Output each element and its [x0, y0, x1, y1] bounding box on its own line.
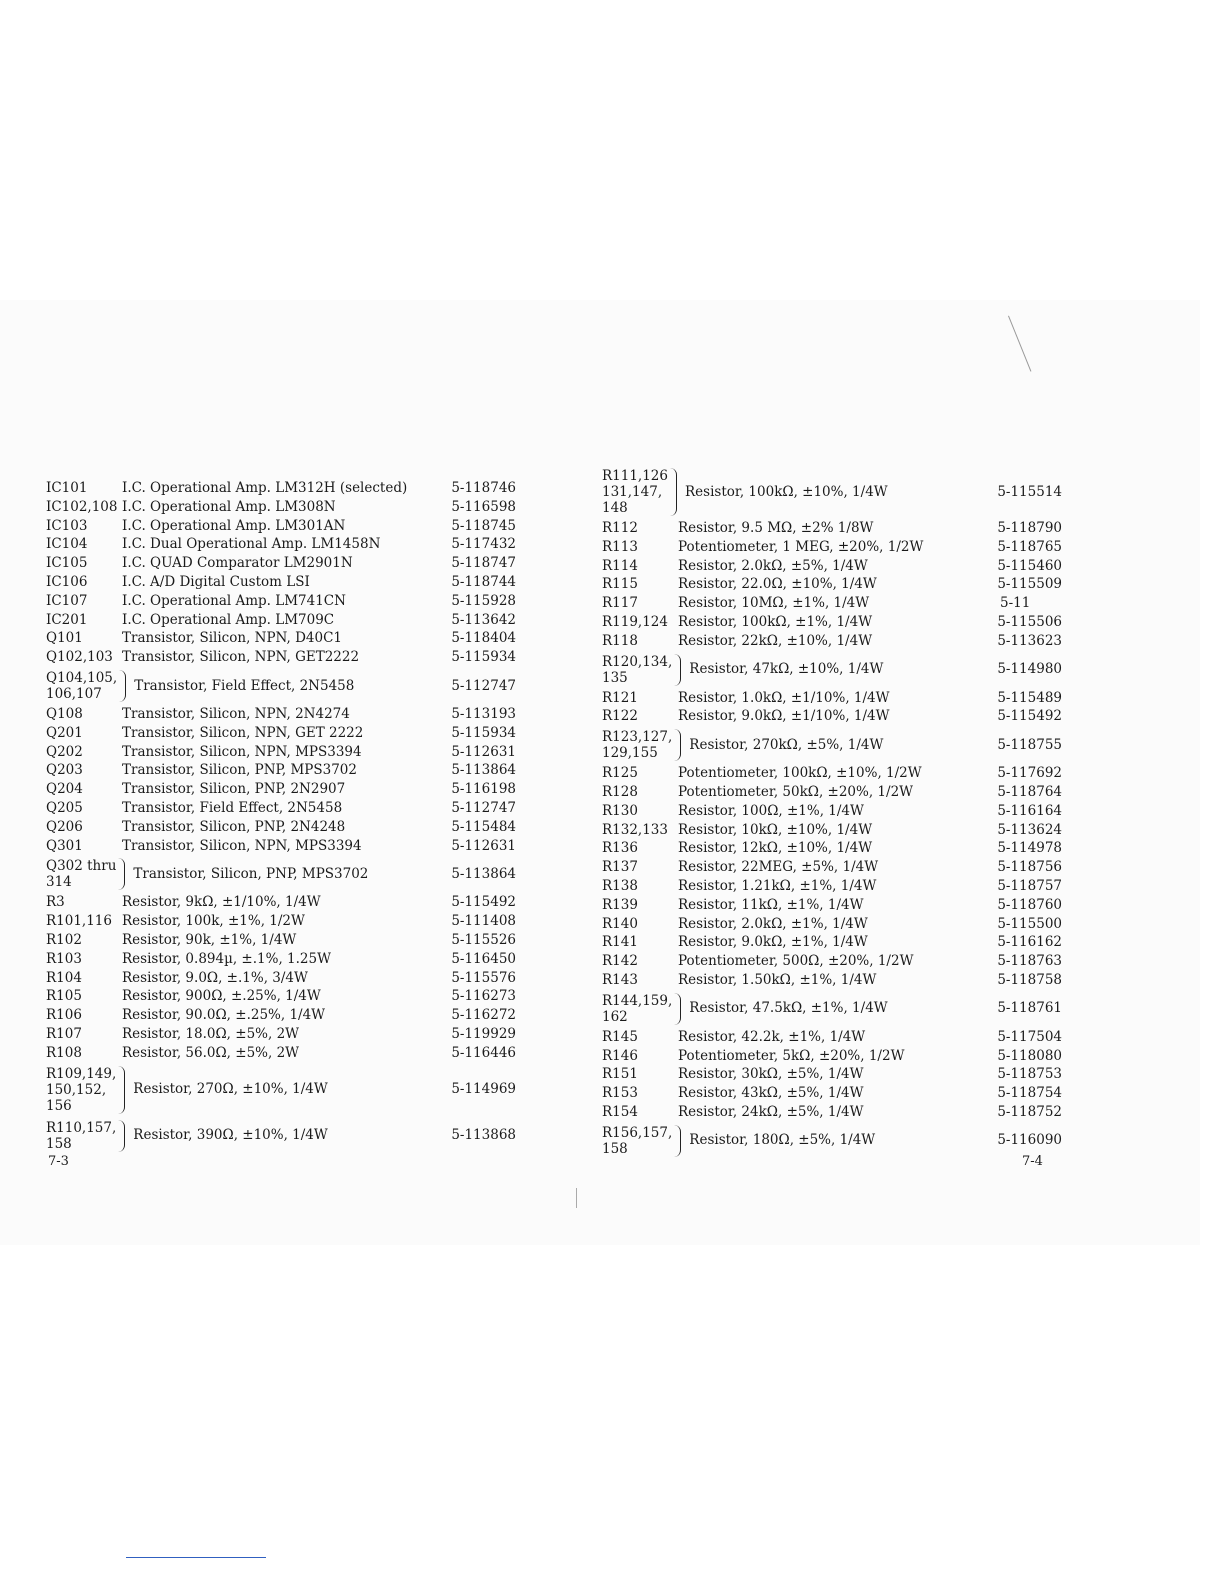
part-reference	[46, 1120, 133, 1152]
part-number: 5-116090	[997, 1132, 1062, 1149]
part-description: Resistor, 90k, ±1%, 1/4W	[122, 931, 297, 948]
part-row	[46, 573, 516, 592]
part-reference-line: Q302 thru	[46, 858, 117, 875]
grouping-brace	[118, 1066, 125, 1114]
part-reference: R107	[46, 1025, 82, 1042]
part-row	[46, 554, 516, 573]
part-reference-line: 158	[602, 1140, 628, 1157]
part-reference: IC107	[46, 592, 88, 609]
part-description: Resistor, 270Ω, ±10%, 1/4W	[133, 1081, 328, 1098]
part-row	[602, 896, 1062, 915]
part-reference: R121	[602, 689, 638, 706]
part-row	[46, 629, 516, 648]
part-number: 5-113864	[451, 762, 516, 779]
part-row	[602, 839, 1062, 858]
footer-rule	[126, 1557, 266, 1558]
part-row	[46, 893, 516, 912]
part-description: Transistor, Silicon, PNP, MPS3702	[122, 762, 357, 779]
grouping-brace	[118, 1120, 125, 1152]
part-reference: R145	[602, 1028, 638, 1045]
part-row	[602, 465, 1062, 519]
part-reference: Q204	[46, 781, 83, 798]
part-number: 5-113624	[997, 821, 1062, 838]
part-reference-line: 129,155	[602, 745, 658, 762]
part-reference: R130	[602, 802, 638, 819]
part-description: Transistor, Silicon, PNP, 2N2907	[122, 781, 346, 798]
part-reference: R102	[46, 931, 82, 948]
part-reference	[602, 1125, 689, 1157]
part-number: 5-112631	[451, 837, 516, 854]
part-reference: R114	[602, 557, 638, 574]
part-number: 5-118757	[997, 877, 1062, 894]
part-reference: R138	[602, 877, 638, 894]
part-description: Resistor, 100k, ±1%, 1/2W	[122, 913, 305, 930]
part-reference	[602, 654, 689, 686]
part-row	[602, 689, 1062, 708]
part-description: I.C. Dual Operational Amp. LM1458N	[122, 536, 381, 553]
part-number: 5-115934	[451, 724, 516, 741]
part-description: I.C. Operational Amp. LM301AN	[122, 517, 346, 534]
part-number: 5-116273	[451, 988, 516, 1005]
part-description: Resistor, 2.0kΩ, ±5%, 1/4W	[678, 557, 868, 574]
part-reference: R117	[602, 595, 638, 612]
part-description: Transistor, Silicon, NPN, MPS3394	[122, 837, 362, 854]
part-reference: IC104	[46, 536, 88, 553]
part-description: Resistor, 22MEG, ±5%, 1/4W	[678, 859, 879, 876]
part-row	[46, 987, 516, 1006]
part-reference: R140	[602, 915, 638, 932]
part-reference-line: 156	[46, 1097, 72, 1114]
part-row	[46, 498, 516, 517]
part-description: Transistor, Silicon, NPN, GET 2222	[122, 724, 364, 741]
part-reference: R136	[602, 840, 638, 857]
part-number: 5-118746	[451, 480, 516, 496]
part-row	[46, 667, 516, 705]
part-description: Transistor, Silicon, NPN, MPS3394	[122, 743, 362, 760]
part-number: 5-115509	[997, 576, 1062, 593]
part-number: 5-118756	[997, 859, 1062, 876]
part-reference: IC102,108	[46, 498, 118, 515]
part-description: Transistor, Silicon, NPN, GET2222	[122, 649, 360, 666]
part-reference: R142	[602, 953, 638, 970]
grouping-brace	[118, 858, 125, 890]
part-description: Transistor, Field Effect, 2N5458	[122, 799, 343, 816]
part-number: 5-118404	[451, 630, 516, 647]
part-number: 5-118755	[997, 736, 1062, 753]
part-reference: R119,124	[602, 613, 668, 630]
part-reference: R118	[602, 632, 638, 649]
part-number: 5-115928	[451, 592, 516, 609]
part-row	[602, 651, 1062, 689]
part-number: 5-118790	[997, 520, 1062, 536]
part-row	[602, 1084, 1062, 1103]
part-row	[46, 818, 516, 837]
part-description: Resistor, 43kΩ, ±5%, 1/4W	[678, 1085, 864, 1102]
part-description: Resistor, 180Ω, ±5%, 1/4W	[689, 1132, 876, 1149]
part-description: I.C. QUAD Comparator LM2901N	[122, 555, 353, 572]
part-description: Transistor, Silicon, NPN, D40C1	[122, 630, 342, 647]
part-row	[46, 799, 516, 818]
grouping-brace	[674, 993, 681, 1025]
part-reference-line: R109,149,	[46, 1065, 117, 1082]
part-reference: Q205	[46, 799, 83, 816]
part-reference-line: 162	[602, 1008, 628, 1025]
part-reference-line: Q104,105,	[46, 669, 118, 686]
part-reference-line: R110,157,	[46, 1119, 117, 1136]
part-row	[46, 535, 516, 554]
part-reference: R108	[46, 1044, 82, 1061]
parts-list-left	[46, 479, 516, 1155]
part-row	[602, 990, 1062, 1028]
part-description: Resistor, 1.50kΩ, ±1%, 1/4W	[678, 971, 877, 988]
part-number: 5-112747	[451, 677, 516, 694]
part-reference-line: 131,147,	[602, 484, 663, 500]
part-row	[602, 1065, 1062, 1084]
part-description: Potentiometer, 1 MEG, ±20%, 1/2W	[678, 538, 924, 555]
part-description: Resistor, 1.0kΩ, ±1/10%, 1/4W	[678, 689, 890, 706]
part-number: 5-113193	[451, 705, 516, 722]
part-reference: IC103	[46, 517, 88, 534]
part-description: Resistor, 22kΩ, ±10%, 1/4W	[678, 632, 873, 649]
part-description: Potentiometer, 500Ω, ±20%, 1/2W	[678, 953, 914, 970]
part-reference: Q101	[46, 630, 83, 647]
grouping-brace	[674, 1125, 681, 1157]
part-reference: R132,133	[602, 821, 668, 838]
part-row	[602, 707, 1062, 726]
part-reference: R112	[602, 520, 638, 536]
part-reference: R113	[602, 538, 638, 555]
part-number: 5-116272	[451, 1007, 516, 1024]
part-description: Resistor, 100Ω, ±1%, 1/4W	[678, 802, 864, 819]
part-reference	[602, 468, 685, 516]
part-row	[46, 969, 516, 988]
part-description: Resistor, 22.0Ω, ±10%, 1/4W	[678, 576, 877, 593]
part-reference: Q201	[46, 724, 83, 741]
part-description: Resistor, 56.0Ω, ±5%, 2W	[122, 1044, 300, 1061]
part-row	[602, 519, 1062, 538]
part-description: Resistor, 900Ω, ±.25%, 1/4W	[122, 988, 321, 1005]
grouping-brace	[119, 670, 126, 702]
part-reference: Q108	[46, 705, 83, 722]
part-row	[602, 538, 1062, 557]
page-number-left: 7-3	[48, 1154, 69, 1169]
part-number: 5-115460	[997, 557, 1062, 574]
part-row	[602, 915, 1062, 934]
part-row	[46, 950, 516, 969]
part-reference: R128	[602, 783, 638, 800]
part-number: 5-118761	[997, 1000, 1062, 1017]
part-description: Resistor, 90.0Ω, ±.25%, 1/4W	[122, 1007, 326, 1024]
part-row	[46, 1044, 516, 1063]
part-number: 5-112747	[451, 799, 516, 816]
part-row	[602, 1103, 1062, 1122]
part-description: Resistor, 9kΩ, ±1/10%, 1/4W	[122, 894, 321, 911]
part-description: Resistor, 24kΩ, ±5%, 1/4W	[678, 1103, 864, 1120]
part-number: 5-115489	[997, 689, 1062, 706]
part-description: Resistor, 9.0Ω, ±.1%, 3/4W	[122, 969, 308, 986]
part-row	[46, 479, 516, 498]
part-row	[602, 613, 1062, 632]
part-description: Resistor, 30kΩ, ±5%, 1/4W	[678, 1066, 864, 1083]
part-description: Transistor, Silicon, NPN, 2N4274	[122, 705, 350, 722]
part-number: 5-118758	[997, 971, 1062, 988]
part-description: Resistor, 42.2k, ±1%, 1/4W	[678, 1028, 866, 1045]
part-reference: Q102,103	[46, 649, 113, 666]
part-description: Resistor, 10MΩ, ±1%, 1/4W	[678, 595, 870, 612]
part-row	[46, 705, 516, 724]
part-number: 5-113864	[451, 865, 516, 882]
part-row	[602, 821, 1062, 840]
part-reference-line: 314	[46, 874, 72, 891]
part-description: Resistor, 47.5kΩ, ±1%, 1/4W	[689, 1000, 888, 1017]
grouping-brace	[670, 468, 677, 516]
part-reference: R104	[46, 969, 82, 986]
part-description: I.C. Operational Amp. LM709C	[122, 611, 335, 628]
part-row	[46, 517, 516, 536]
part-description: Transistor, Silicon, PNP, MPS3702	[133, 865, 369, 882]
part-row	[602, 783, 1062, 802]
part-row	[46, 761, 516, 780]
part-reference: Q203	[46, 762, 83, 779]
part-description: Resistor, 0.894µ, ±.1%, 1.25W	[122, 950, 331, 967]
part-description: Resistor, 10kΩ, ±10%, 1/4W	[678, 821, 873, 838]
part-reference: R115	[602, 576, 638, 593]
part-row	[602, 858, 1062, 877]
parts-list-right	[602, 465, 1062, 1160]
part-number: 5-115500	[997, 915, 1062, 932]
part-description: Resistor, 100kΩ, ±1%, 1/4W	[678, 613, 873, 630]
part-number: 5-115484	[451, 818, 516, 835]
part-row	[46, 855, 516, 893]
part-reference-line: R144,159,	[602, 992, 673, 1009]
part-reference-line: 135	[602, 669, 628, 686]
part-number: 5-117692	[997, 765, 1062, 782]
part-number: 5-111408	[451, 913, 516, 930]
part-description: Resistor, 18.0Ω, ±5%, 2W	[122, 1025, 300, 1042]
part-reference: R106	[46, 1007, 82, 1024]
part-row	[46, 611, 516, 630]
part-reference: R154	[602, 1103, 638, 1120]
part-reference-line: R120,134,	[602, 653, 673, 670]
part-description: Potentiometer, 50kΩ, ±20%, 1/2W	[678, 783, 914, 800]
part-row	[46, 648, 516, 667]
part-row	[46, 912, 516, 931]
part-number: 5-115526	[451, 931, 516, 948]
part-description: Resistor, 9.0kΩ, ±1%, 1/4W	[678, 934, 868, 951]
part-row	[602, 594, 1062, 613]
part-reference-line: R123,127,	[602, 729, 673, 746]
part-row	[602, 575, 1062, 594]
part-number: 5-115934	[451, 649, 516, 666]
part-reference: R103	[46, 950, 82, 967]
part-description: Resistor, 9.5 MΩ, ±2% 1/8W	[678, 520, 874, 536]
part-row	[46, 724, 516, 743]
part-reference-line: 148	[602, 500, 628, 516]
part-reference: R141	[602, 934, 638, 951]
part-reference	[46, 858, 133, 890]
part-row	[46, 1063, 516, 1117]
part-number: 5-115492	[451, 894, 516, 911]
part-number: 5-117432	[451, 536, 516, 553]
part-number: 5-118754	[997, 1085, 1062, 1102]
part-number: 5-118765	[997, 538, 1062, 555]
part-reference	[46, 1066, 133, 1114]
part-number: 5-11	[1000, 595, 1031, 612]
part-number: 5-114980	[997, 661, 1062, 678]
part-description: Potentiometer, 5kΩ, ±20%, 1/2W	[678, 1047, 905, 1064]
part-reference-line: R111,126	[602, 468, 668, 484]
part-reference: R139	[602, 896, 638, 913]
part-reference: Q301	[46, 837, 83, 854]
part-description: Resistor, 100kΩ, ±10%, 1/4W	[685, 483, 888, 500]
part-reference: R101,116	[46, 913, 112, 930]
part-reference: R146	[602, 1047, 638, 1064]
part-row	[46, 592, 516, 611]
part-row	[602, 632, 1062, 651]
part-description: I.C. A/D Digital Custom LSI	[122, 573, 310, 590]
part-number: 5-113868	[451, 1127, 516, 1144]
part-row	[46, 931, 516, 950]
part-row	[602, 952, 1062, 971]
part-reference: IC106	[46, 573, 88, 590]
part-number: 5-113642	[451, 611, 516, 628]
part-number: 5-118744	[451, 573, 516, 590]
part-reference: R125	[602, 765, 638, 782]
part-reference: R122	[602, 708, 638, 725]
part-number: 5-118763	[997, 953, 1062, 970]
part-number: 5-118080	[997, 1047, 1062, 1064]
part-reference: R137	[602, 859, 638, 876]
part-description: Resistor, 12kΩ, ±10%, 1/4W	[678, 840, 873, 857]
part-description: Resistor, 390Ω, ±10%, 1/4W	[133, 1127, 328, 1144]
part-number: 5-118753	[997, 1066, 1062, 1083]
part-reference-line: 150,152,	[46, 1081, 107, 1098]
part-reference: R143	[602, 971, 638, 988]
part-description: I.C. Operational Amp. LM308N	[122, 498, 336, 515]
part-reference: R153	[602, 1085, 638, 1102]
part-description: Transistor, Field Effect, 2N5458	[134, 677, 355, 694]
part-number: 5-113623	[997, 632, 1062, 649]
part-description: Resistor, 270kΩ, ±5%, 1/4W	[689, 736, 884, 753]
grouping-brace	[674, 729, 681, 761]
part-row	[602, 726, 1062, 764]
part-description: Resistor, 11kΩ, ±1%, 1/4W	[678, 896, 864, 913]
part-number: 5-116162	[997, 934, 1062, 951]
part-reference: IC105	[46, 555, 88, 572]
part-reference: IC201	[46, 611, 88, 628]
part-reference: R105	[46, 988, 82, 1005]
part-number: 5-118764	[997, 783, 1062, 800]
part-number: 5-117504	[997, 1028, 1062, 1045]
part-number: 5-115492	[997, 708, 1062, 725]
part-description: Resistor, 2.0kΩ, ±1%, 1/4W	[678, 915, 868, 932]
part-number: 5-119929	[451, 1025, 516, 1042]
part-reference	[46, 670, 134, 702]
part-number: 5-118760	[997, 896, 1062, 913]
part-number: 5-118747	[451, 555, 516, 572]
part-row	[602, 971, 1062, 990]
part-reference	[602, 993, 689, 1025]
part-number: 5-115576	[451, 969, 516, 986]
part-number: 5-118752	[997, 1103, 1062, 1120]
part-row	[46, 1025, 516, 1044]
part-reference-line: 158	[46, 1135, 72, 1152]
part-row	[602, 802, 1062, 821]
part-row	[602, 557, 1062, 576]
part-row	[46, 1006, 516, 1025]
part-reference-line: 106,107	[46, 685, 102, 702]
part-description: I.C. Operational Amp. LM312H (selected)	[122, 480, 408, 496]
part-number: 5-116450	[451, 950, 516, 967]
grouping-brace	[674, 654, 681, 686]
part-description: Potentiometer, 100kΩ, ±10%, 1/2W	[678, 765, 922, 782]
part-number: 5-114978	[997, 840, 1062, 857]
part-description: Resistor, 9.0kΩ, ±1/10%, 1/4W	[678, 708, 890, 725]
page-number-right: 7-4	[1022, 1154, 1043, 1169]
part-description: Resistor, 47kΩ, ±10%, 1/4W	[689, 661, 884, 678]
part-number: 5-112631	[451, 743, 516, 760]
part-number: 5-114969	[451, 1081, 516, 1098]
part-row	[602, 1122, 1062, 1160]
part-row	[46, 837, 516, 856]
part-description: I.C. Operational Amp. LM741CN	[122, 592, 346, 609]
part-reference: IC101	[46, 480, 88, 496]
part-number: 5-115506	[997, 613, 1062, 630]
part-reference: Q206	[46, 818, 83, 835]
part-reference: R151	[602, 1066, 638, 1083]
part-row	[602, 764, 1062, 783]
part-number: 5-118745	[451, 517, 516, 534]
scan-artifact	[576, 1188, 577, 1208]
part-reference	[602, 729, 689, 761]
part-number: 5-116198	[451, 781, 516, 798]
part-number: 5-116164	[997, 802, 1062, 819]
part-row	[602, 877, 1062, 896]
part-row	[46, 743, 516, 762]
part-number: 5-115514	[997, 483, 1062, 500]
part-description: Transistor, Silicon, PNP, 2N4248	[122, 818, 346, 835]
part-row	[602, 1047, 1062, 1066]
part-number: 5-116446	[451, 1044, 516, 1061]
part-reference-line: R156,157,	[602, 1124, 673, 1141]
part-row	[46, 780, 516, 799]
part-reference: R3	[46, 894, 65, 911]
part-reference: Q202	[46, 743, 83, 760]
part-row	[46, 1117, 516, 1155]
part-number: 5-116598	[451, 498, 516, 515]
part-description: Resistor, 1.21kΩ, ±1%, 1/4W	[678, 877, 877, 894]
part-row	[602, 1028, 1062, 1047]
part-row	[602, 933, 1062, 952]
